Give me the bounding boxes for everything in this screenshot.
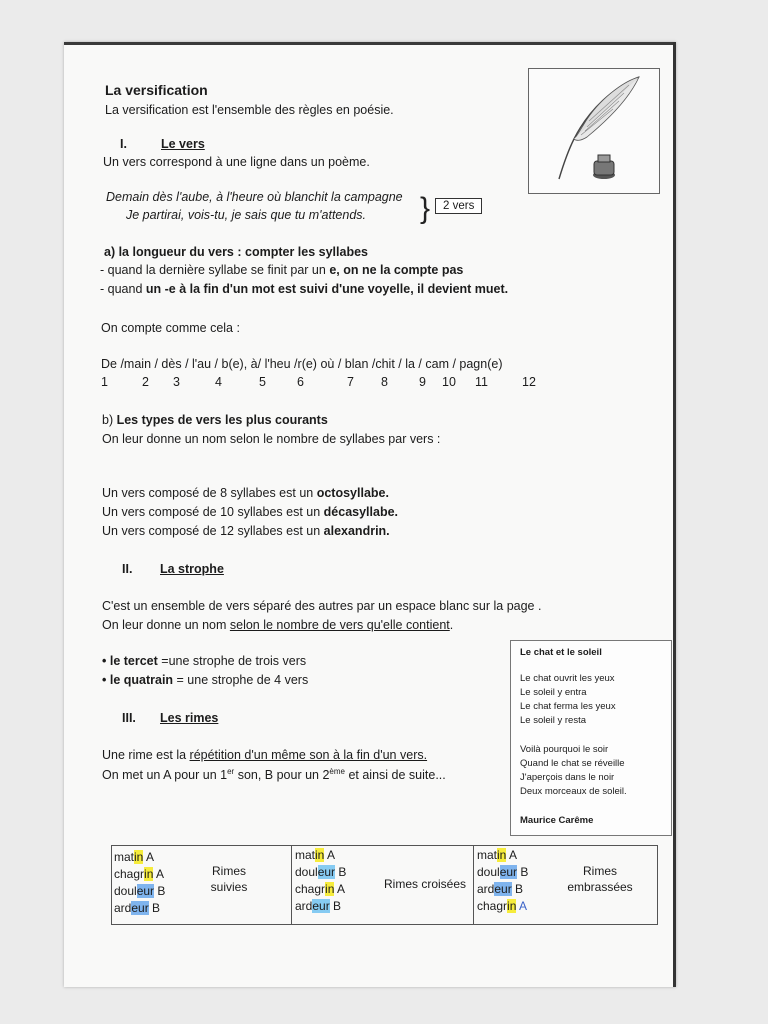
rule-2: - quand un -e à la fin d'un mot est suivi d'une voyelle, il devient muet.: [100, 282, 509, 296]
poem-line: Voilà pourquoi le soir: [520, 744, 609, 755]
tercet-line: • le tercet =une strophe de trois vers: [102, 654, 307, 668]
poem-box: [510, 640, 672, 836]
rimes-embrassees-column: [474, 846, 657, 924]
strophe-definition-2: On leur donne un nom selon le nombre de vers qu'elle contient.: [102, 618, 454, 632]
page-title: La versification: [105, 82, 208, 98]
poem-line: Le chat ouvrit les yeux: [520, 673, 615, 684]
syllable-number-11: 11: [475, 375, 488, 389]
rime-word: matin A: [477, 848, 518, 862]
rimes-suivies-label: Rimes suivies: [210, 864, 248, 894]
types-heading: b) Les types de vers les plus courants: [102, 413, 328, 427]
section-3-title: Les rimes: [160, 711, 219, 725]
syllable-number-1: 1: [101, 375, 108, 389]
type-alexandrin: Un vers composé de 12 syllabes est un alexandrin.: [102, 524, 390, 538]
quill-illustration: [528, 68, 660, 194]
section-2-number: II.: [122, 562, 133, 576]
poem-title: Le chat et le soleil: [520, 647, 602, 658]
syllable-number-8: 8: [381, 375, 388, 389]
syllable-number-2: 2: [142, 375, 149, 389]
poem-line: Quand le chat se réveille: [520, 758, 625, 769]
type-octosyllabe: Un vers composé de 8 syllabes est un octosyllabe.: [102, 486, 389, 500]
worksheet-page: [64, 42, 676, 987]
syllable-number-12: 12: [522, 375, 536, 389]
poem-line: Le chat ferma les yeux: [520, 701, 616, 712]
brace-icon: }: [420, 192, 431, 225]
section-1-title: Le vers: [161, 137, 205, 151]
section-1-number: I.: [120, 137, 127, 151]
rime-word: chagrin A: [114, 867, 165, 881]
syllable-number-7: 7: [347, 375, 354, 389]
example-line-1: Demain dès l'aube, à l'heure où blanchit la campagne: [106, 190, 403, 204]
rime-word: douleur B: [295, 865, 347, 879]
rime-word: douleur B: [114, 884, 166, 898]
rimes-suivies-column: [112, 846, 292, 924]
longueur-heading: a) la longueur du vers : compter les syllabes: [104, 245, 368, 259]
quill-ink-icon: [529, 69, 659, 193]
rime-word: douleur B: [477, 865, 529, 879]
poem-line: J'aperçois dans le noir: [520, 772, 615, 783]
intro-text: La versification est l'ensemble des règles en poésie.: [105, 103, 394, 117]
rime-word: matin A: [114, 850, 155, 864]
syllable-number-6: 6: [297, 375, 304, 389]
syllable-number-10: 10: [442, 375, 456, 389]
rime-word: ardeur B: [114, 901, 161, 915]
vers-count-badge: 2 vers: [435, 198, 482, 214]
poem-line: Le soleil y entra: [520, 687, 587, 698]
section-3-number: III.: [122, 711, 136, 725]
rime-definition: Une rime est la répétition d'un même son à la fin d'un vers.: [102, 748, 428, 762]
poem-stanza-1: [520, 672, 616, 728]
poem-line: Deux morceaux de soleil.: [520, 786, 627, 797]
syllable-number-3: 3: [173, 375, 180, 389]
syllable-number-5: 5: [259, 375, 266, 389]
rime-word: ardeur B: [477, 882, 524, 896]
quatrain-line: • le quatrain = une strophe de 4 vers: [102, 673, 309, 687]
section-2-title: La strophe: [160, 562, 224, 576]
strophe-definition: C'est un ensemble de vers séparé des autres par un espace blanc sur la page .: [102, 599, 542, 613]
rule-1: - quand la dernière syllabe se finit par un e, on ne la compte pas: [100, 263, 464, 277]
types-sub: On leur donne un nom selon le nombre de syllabes par vers :: [102, 432, 441, 446]
rime-word: chagrin A: [477, 899, 528, 913]
rime-notation: On met un A pour un 1er son, B pour un 2ème et ainsi de suite...: [102, 767, 446, 783]
poem-author: Maurice Carême: [520, 815, 594, 826]
syllable-number-4: 4: [215, 375, 222, 389]
type-decasyllabe: Un vers composé de 10 syllabes est un décasyllabe.: [102, 505, 399, 519]
rimes-table: [111, 845, 658, 925]
rimes-embrassees-label: Rimes embrassées: [567, 864, 633, 894]
syllable-number-9: 9: [419, 375, 426, 389]
count-intro: On compte comme cela :: [101, 321, 240, 335]
syllable-split: De /main / dès / l'au / b(e), à/ l'heu /r(e) où / blan /chit / la / cam / pagn(e): [101, 357, 503, 371]
rime-word: matin A: [295, 848, 336, 862]
rimes-croisees-label: Rimes croisées: [383, 877, 467, 891]
rime-word: ardeur B: [295, 899, 342, 913]
rime-word: chagrin A: [295, 882, 346, 896]
example-line-2: Je partirai, vois-tu, je sais que tu m'attends.: [126, 208, 366, 222]
rimes-croisees-column: [292, 846, 474, 924]
poem-stanza-2: [520, 743, 627, 799]
poem-line: Le soleil y resta: [520, 715, 587, 726]
vers-definition: Un vers correspond à une ligne dans un poème.: [103, 155, 370, 169]
